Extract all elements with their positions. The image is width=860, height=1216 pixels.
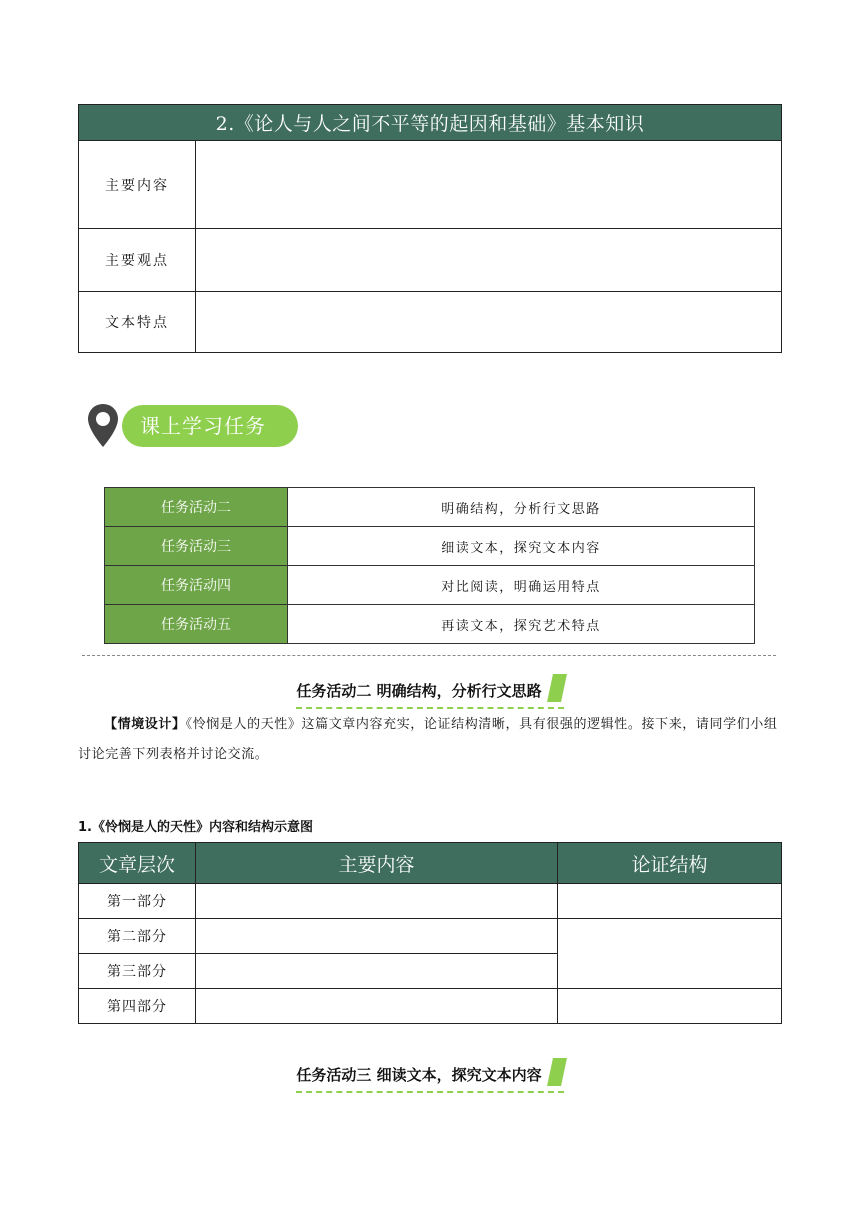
task-desc: 对比阅读，明确运用特点 bbox=[288, 566, 755, 605]
section2-heading bbox=[0, 680, 860, 709]
table-row bbox=[105, 605, 755, 644]
part-label: 第二部分 bbox=[79, 919, 196, 954]
task-name: 任务活动五 bbox=[105, 605, 288, 644]
part-content-cell[interactable] bbox=[196, 884, 558, 919]
task-desc: 明确结构，分析行文思路 bbox=[288, 488, 755, 527]
header-content: 主要内容 bbox=[196, 843, 558, 884]
main-content-cell[interactable] bbox=[196, 141, 782, 229]
text-features-cell[interactable] bbox=[196, 292, 782, 353]
part-label: 第三部分 bbox=[79, 954, 196, 989]
part-label: 第一部分 bbox=[79, 884, 196, 919]
part-structure-cell[interactable] bbox=[558, 989, 782, 1024]
task-desc: 再读文本，探究艺术特点 bbox=[288, 605, 755, 644]
dashed-divider bbox=[82, 655, 776, 656]
part-content-cell[interactable] bbox=[196, 919, 558, 954]
row-label-text-features: 文本特点 bbox=[79, 292, 196, 353]
table-row bbox=[105, 527, 755, 566]
scenario-tag: 【情境设计】 bbox=[104, 717, 186, 732]
badge-label: 课上学习任务 bbox=[122, 405, 298, 447]
task-name: 任务活动四 bbox=[105, 566, 288, 605]
scenario-paragraph bbox=[78, 710, 782, 770]
header-level: 文章层次 bbox=[79, 843, 196, 884]
structure-subheading: 1.《怜悯是人的天性》内容和结构示意图 bbox=[78, 820, 313, 835]
section3-title: 任务活动三 细读文本，探究文本内容 bbox=[296, 1066, 542, 1084]
task-name: 任务活动二 bbox=[105, 488, 288, 527]
part-structure-cell[interactable] bbox=[558, 884, 782, 919]
table-row bbox=[105, 566, 755, 605]
structure-table bbox=[78, 842, 782, 1024]
section2-title: 任务活动二 明确结构，分析行文思路 bbox=[296, 682, 542, 700]
part-content-cell[interactable] bbox=[196, 954, 558, 989]
scenario-text: 《怜悯是人的天性》这篇文章内容充实，论证结构清晰，具有很强的逻辑性。接下来，请同学们小组讨论完善下列表格并讨论交流。 bbox=[78, 717, 778, 762]
task-activity-table bbox=[104, 487, 755, 644]
task-name: 任务活动三 bbox=[105, 527, 288, 566]
basic-knowledge-title: 2.《论人与人之间不平等的起因和基础》基本知识 bbox=[79, 105, 782, 141]
table-row bbox=[79, 884, 782, 919]
row-label-main-content: 主要内容 bbox=[79, 141, 196, 229]
flag-icon bbox=[547, 674, 567, 702]
part-label: 第四部分 bbox=[79, 989, 196, 1024]
section3-heading bbox=[0, 1064, 860, 1093]
flag-icon bbox=[547, 1058, 567, 1086]
header-structure: 论证结构 bbox=[558, 843, 782, 884]
location-pin-icon bbox=[86, 403, 120, 449]
table-row bbox=[79, 989, 782, 1024]
table-row bbox=[105, 488, 755, 527]
main-viewpoint-cell[interactable] bbox=[196, 229, 782, 292]
part-structure-cell[interactable] bbox=[558, 919, 782, 989]
part-content-cell[interactable] bbox=[196, 989, 558, 1024]
table-row bbox=[79, 919, 782, 954]
row-label-main-viewpoint: 主要观点 bbox=[79, 229, 196, 292]
basic-knowledge-table bbox=[78, 104, 782, 353]
task-desc: 细读文本，探究文本内容 bbox=[288, 527, 755, 566]
